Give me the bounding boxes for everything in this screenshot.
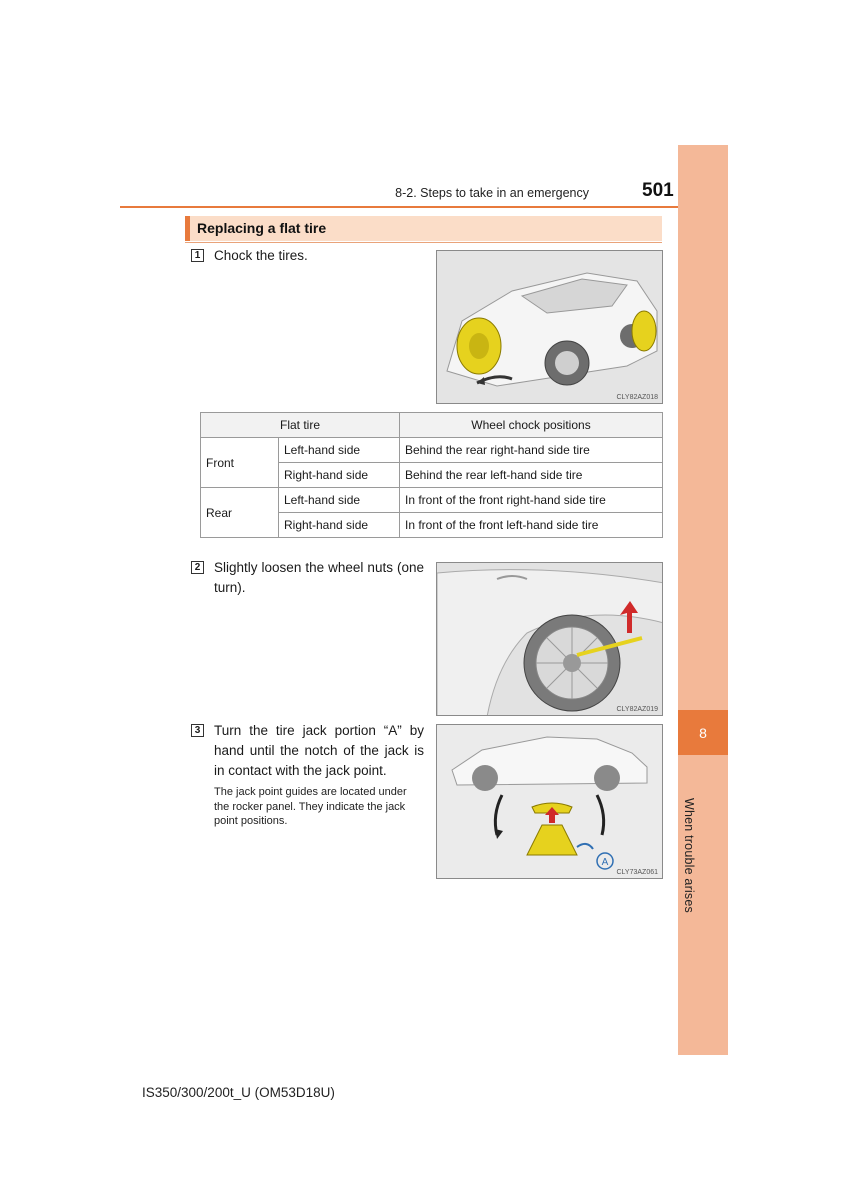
step-3-number: 3 [191,724,204,737]
table-cell-position: Behind the rear right-hand side tire [400,438,663,463]
header-section-reference: 8-2. Steps to take in an emergency [395,186,589,200]
wheel-chock-illustration [436,250,663,404]
section-title-underline [185,242,662,243]
wheel-nut-illustration [436,562,663,716]
jack-callout-letter: A [601,857,609,868]
table-cell-position: In front of the front right-hand side tire [400,488,663,513]
table-header-chock-positions: Wheel chock positions [400,413,663,438]
step-3-text: Turn the tire jack portion “A” by hand until the notch of the jack is in contact with the jack point. [214,723,424,778]
chock-image-code: CLY82AZ018 [616,394,658,401]
wheel-chock-table [200,412,663,538]
model-footer: IS350/300/200t_U (OM53D18U) [142,1085,335,1100]
table-cell-position: Behind the rear left-hand side tire [400,463,663,488]
chapter-side-tab [678,145,728,1055]
table-cell-side: Right-hand side [279,513,400,538]
table-cell-side: Left-hand side [279,438,400,463]
chapter-title-label: When trouble arises [682,798,696,913]
nut-image-code: CLY82AZ019 [616,706,658,713]
table-group-label: Rear [201,488,279,538]
step-2-number: 2 [191,561,204,574]
section-title-accent [185,216,190,241]
section-title: Replacing a flat tire [197,220,327,236]
table-row [201,438,663,463]
step-1-number: 1 [191,249,204,262]
section-title-bar [185,216,662,241]
chapter-number-badge: 8 [678,710,728,755]
table-cell-side: Right-hand side [279,463,400,488]
table-row [201,488,663,513]
table-header-flat-tire: Flat tire [201,413,400,438]
page-number: 501 [642,180,674,201]
table-cell-position: In front of the front left-hand side tire [400,513,663,538]
step-3-note: The jack point guides are located under the rocker panel. They indicate the jack point positions. [214,786,407,827]
header-rule [120,206,678,208]
table-group-label: Front [201,438,279,488]
step-2-text: Slightly loosen the wheel nuts (one turn). [214,560,424,595]
jack-image-code: CLY73AZ061 [616,869,658,876]
step-1-text: Chock the tires. [214,248,308,263]
jack-illustration [436,724,663,879]
table-cell-side: Left-hand side [279,488,400,513]
